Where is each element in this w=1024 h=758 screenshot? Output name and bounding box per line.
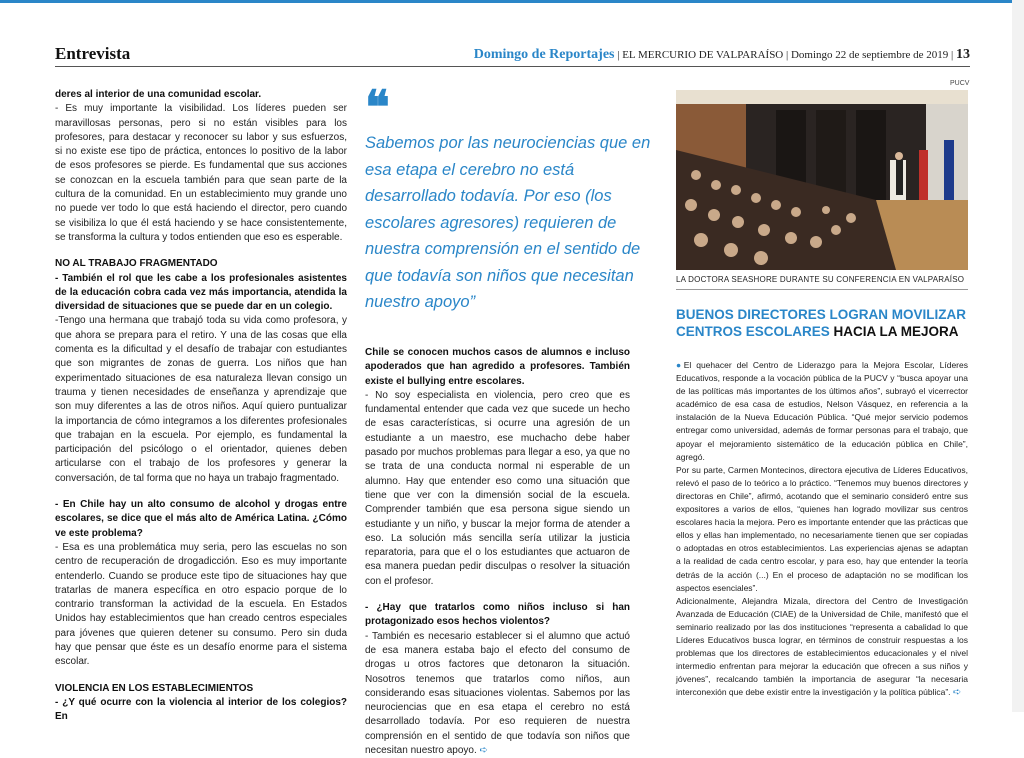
question: - En Chile hay un alto consumo de alcohol y drogas entre escolares, se dice que el más alto de América Latina. ¿Cómo ve este problema?: [55, 499, 347, 539]
sidebar-text: El quehacer del Centro de Liderazgo para la Mejora Escolar, Líderes Educativos, responde a la vocación pública de la PUCV y “busca apoyar una de las políticas más importantes de los últimos años”, subrayó el vicerrector académico de esa casa de estudios, Nelson Vásquez, en referencia a la instalación de la Nueva Educación Pública. “Qué mejor servicio podemos entregar como universidad, además de formar personas para el trabajo, que apoyar el mejoramiento sistemático de la educación pública en Chile”, agregó.: [676, 360, 968, 462]
answer-paragraph: -Tengo una hermana que trabajó toda su vida como profesora, y que ahora se prepara para el retiro. Y una de las cosas que ella comenta es la dificultad y el desafío de trabajar con estudiantes que son migrantes de zonas de guerra. Los niños que han experimentado situaciones de esa naturaleza llevan consigo un trauma y tienen necesidades de enseñanza y aprendizaje que son muy diferentes a las de otros niños. Aquí quiero puntualizar la importancia de cómo integramos a los diferentes profesionales que trabajan en la escuela. Por ejemplo, es fundamental la participación del psicólogo o el orientador, quienes deben articularse con el trabajo de los profesores y generar la conversación, de tal forma que no haya un trabajo fragmentado.: [55, 315, 347, 484]
question: - ¿Hay que tratarlos como niños incluso si han protagonizado esos hechos violentos?: [365, 602, 630, 628]
answer-paragraph: - No soy especialista en violencia, pero creo que es fundamental entender que cada vez que sucede un hecho de esas características, si ocurre una agresión de un estudiante a un maestro, ese muchacho debe haber pasado por muchos problemas para llegar a eso, ya que no se trata de una conducta normal ni esperable de un alumno. Hay que entender eso como una situación que tiene que ver con la dimensión social de la escuela. Comprender también que esa persona sigue siendo un estudiante y un niño, y buscar la mejor forma de atender a eso. La solución más sencilla sería utilizar la justicia reparatoria, para que el o los estudiantes que actuaron de esa manera puedan pedir disculpas o resolver la situación con el profesor.: [365, 389, 630, 587]
section-title: Entrevista: [55, 44, 131, 63]
bullet-icon: ●: [676, 360, 684, 370]
sidebar-paragraph: [676, 595, 968, 700]
conference-photo: [676, 90, 968, 270]
sidebar-text: Adicionalmente, Alejandra Mizala, directora del Centro de Investigación Avanzada de Educación (CIAE) de la Universidad de Chile, manifestó que el seminario realizado por las dos instituciones “representa a cabalidad lo que Líderes Educativos busca lograr, en términos de construir respuestas a los problemas que los directores de establecimientos educacionales y el nivel intermedio enfrentan para mejorar la educación que ofrecen a sus niños y jóvenes”, recalcando también la importancia de asegurar “la necesaria interconexión que debe existir entre la investigación y la política pública”.: [676, 595, 968, 698]
headline-blue: BUENOS DIRECTORES LOGRAN MOVILIZAR CENTROS ESCOLARES: [676, 307, 967, 339]
photo-credit: PUCV: [950, 80, 970, 87]
page-edge: [1012, 0, 1024, 712]
question: - ¿Y qué ocurre con la violencia al interior de los colegios? En: [55, 696, 347, 723]
sidebar-column: [676, 359, 968, 699]
subheading: VIOLENCIA EN LOS ESTABLECIMIENTOS: [55, 682, 254, 694]
question: - También el rol que les cabe a los profesionales asistentes de la educación cobra cada vez más importancia, atendida la diversidad de situaciones que se puede dar en un colegio.: [55, 272, 347, 313]
continue-arrow-icon: ➪: [952, 687, 962, 699]
sidebar-paragraph: [676, 359, 968, 464]
page-number: 13: [956, 47, 970, 62]
answer-paragraph: - Esa es una problemática muy seria, pero las escuelas no son centro de recuperación de drogadicción. Eso es muy importante entenderlo. Cuando se produce este tipo de situaciones hay que tratarlas de manera específica en otro espacio porque de lo contrario transforman la actividad de la escuela. En Estados Unidos hay establecimientos que han creado centros especiales para jóvenes que quieren detener su consumo. Pero sin duda hay que pensar que éste es un desafío enorme para el sistema escolar.: [55, 541, 347, 668]
pull-quote: Sabemos por las neurociencias que en esa etapa el cerebro no está desarrollado todavía. Por eso (los escolares agresores) requieren de nuestra comprensión en el sentido de que todavía son niños que necesitan nuestro apoyo”: [365, 134, 651, 311]
divider: [676, 289, 968, 290]
answer-paragraph: [365, 630, 630, 758]
article-column-2: [365, 346, 630, 758]
question: deres al interior de una comunidad escolar.: [55, 89, 262, 100]
continue-arrow-icon: ➪: [479, 745, 488, 757]
article-column-1: [55, 88, 347, 724]
dateline: [474, 47, 970, 63]
masthead: [55, 44, 970, 67]
paper-info: | EL MERCURIO DE VALPARAÍSO | Domingo 22 de septiembre de 2019 |: [617, 49, 954, 61]
photo-caption: LA DOCTORA SEASHORE DURANTE SU CONFERENCIA EN VALPARAÍSO: [676, 275, 965, 284]
answer-text: - También es necesario establecer si el alumno que actuó de esa manera estaba bajo el efecto del consumo de drogas u otros factores que detonaron la situación. Nosotros tenemos que tratarlos como niños, aun considerando esas situaciones violentas. Sabemos por las neurociencias que en esa etapa el cerebro no está desarrollado todavía. Por eso requieren de nuestra comprensión en el sentido de que todavía son niños que necesitan nuestro apoyo.: [365, 630, 630, 757]
quote-mark-icon: ❝: [365, 82, 390, 133]
conference-photo-illustration: [676, 90, 968, 270]
question: Chile se conocen muchos casos de alumnos e incluso apoderados que han agredido a profesores. También existe el bullying entre escolares.: [365, 347, 630, 387]
subheading: NO AL TRABAJO FRAGMENTADO: [55, 258, 218, 270]
sidebar-headline: [676, 306, 968, 340]
brand-name: Domingo de Reportajes: [473, 47, 615, 62]
top-accent-bar: [0, 0, 1024, 3]
answer-paragraph: - Es muy importante la visibilidad. Los líderes pueden ser maravillosas personas, pero si no están visibles para los profesores, para destacar y reconocer su labor y sus esfuerzos, si no existe ese tipo de práctica, entonces lo positivo de la labor de esos profesores se pierde. Es fundamental que sus acciones se conozcan en la escuela también para que sean parte de la cultura de la comunidad. En un establecimiento muy grande uno no puede ver todo lo que está haciendo el director, pero cuando se visibiliza lo que él está haciendo y se hace consistentemente, se transforma la cultura y todos entienden que eso es esperable.: [55, 103, 347, 243]
sidebar-paragraph: Por su parte, Carmen Montecinos, directora ejecutiva de Líderes Educativos, relevó el paso de lo teórico a lo práctico. “Tenemos muy buenos directores y directoras en Chile”, afirmó, acotando que el seminario consideró entre sus expositores a varios de ellos, “quienes han logrado movilizar sus centros escolares hacia la mejora. Pero es importante entender que las prácticas que ellos y ellas han implementado, no necesariamente tienen que ser copiadas o adoptadas en otros establecimientos. Las experiencias ajenas se adaptan a la realidad de cada centro escolar, y para eso, hay que entender la teoría detrás de la acción (...) En el proceso de adaptación no se modifican los aspectos esenciales”.: [676, 464, 968, 593]
headline-black: HACIA LA MEJORA: [833, 324, 959, 339]
